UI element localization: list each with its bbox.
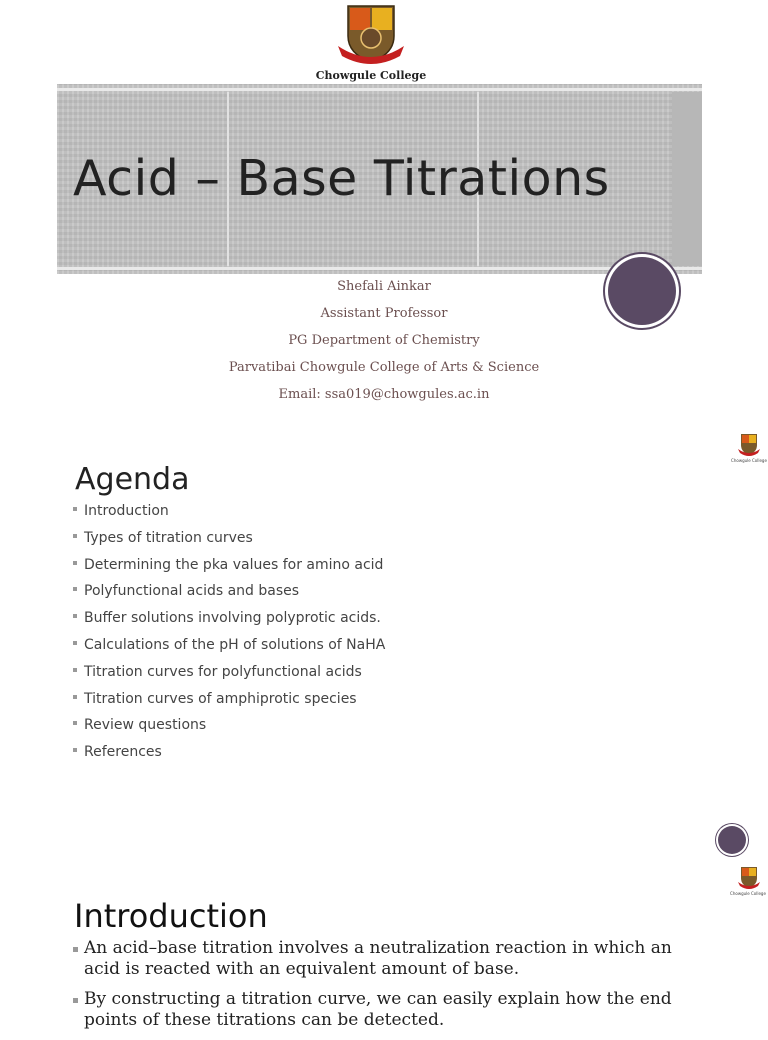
introduction-list [73,938,713,1040]
author-email[interactable]: Email: ssa019@chowgules.ac.in [278,387,490,402]
author-position: Assistant Professor [320,306,448,321]
list-item: Buffer solutions involving polyprotic acids. [73,609,385,636]
college-name: Chowgule College [315,69,427,82]
author-institution: Parvatibai Chowgule College of Arts & Science [228,360,540,375]
list-item: An acid–base titration involves a neutralization reaction in which an acid is reacted with an equivalent amount of base. [73,938,713,980]
author-department: PG Department of Chemistry [288,333,480,348]
agenda-list [73,502,385,770]
list-item: Titration curves of amphiprotic species [73,690,385,717]
list-item: Polyfunctional acids and bases [73,582,385,609]
college-crest-icon [736,865,762,891]
list-item: Titration curves for polyfunctional acids [73,663,385,690]
decorative-circle [718,826,746,854]
list-item: Determining the pka values for amino acid [73,556,385,583]
list-item: Review questions [73,716,385,743]
list-item: By constructing a titration curve, we can easily explain how the end points of these titrations can be detected. [73,989,713,1031]
college-crest-icon [334,2,408,68]
title-banner [57,84,702,274]
introduction-title: Introduction [74,897,268,935]
title-slide [0,0,768,418]
logo-caption: Chowgule College [731,458,767,463]
list-item: References [73,743,385,770]
agenda-title: Agenda [75,462,190,497]
logo-caption: Chowgule College [730,891,766,896]
list-item: Types of titration curves [73,529,385,556]
author-name: Shefali Ainkar [337,279,431,294]
list-item: Calculations of the pH of solutions of NaHA [73,636,385,663]
list-item: Introduction [73,502,385,529]
author-block [0,278,768,413]
presentation-title: Acid – Base Titrations [73,150,610,207]
college-crest-icon [736,432,762,458]
